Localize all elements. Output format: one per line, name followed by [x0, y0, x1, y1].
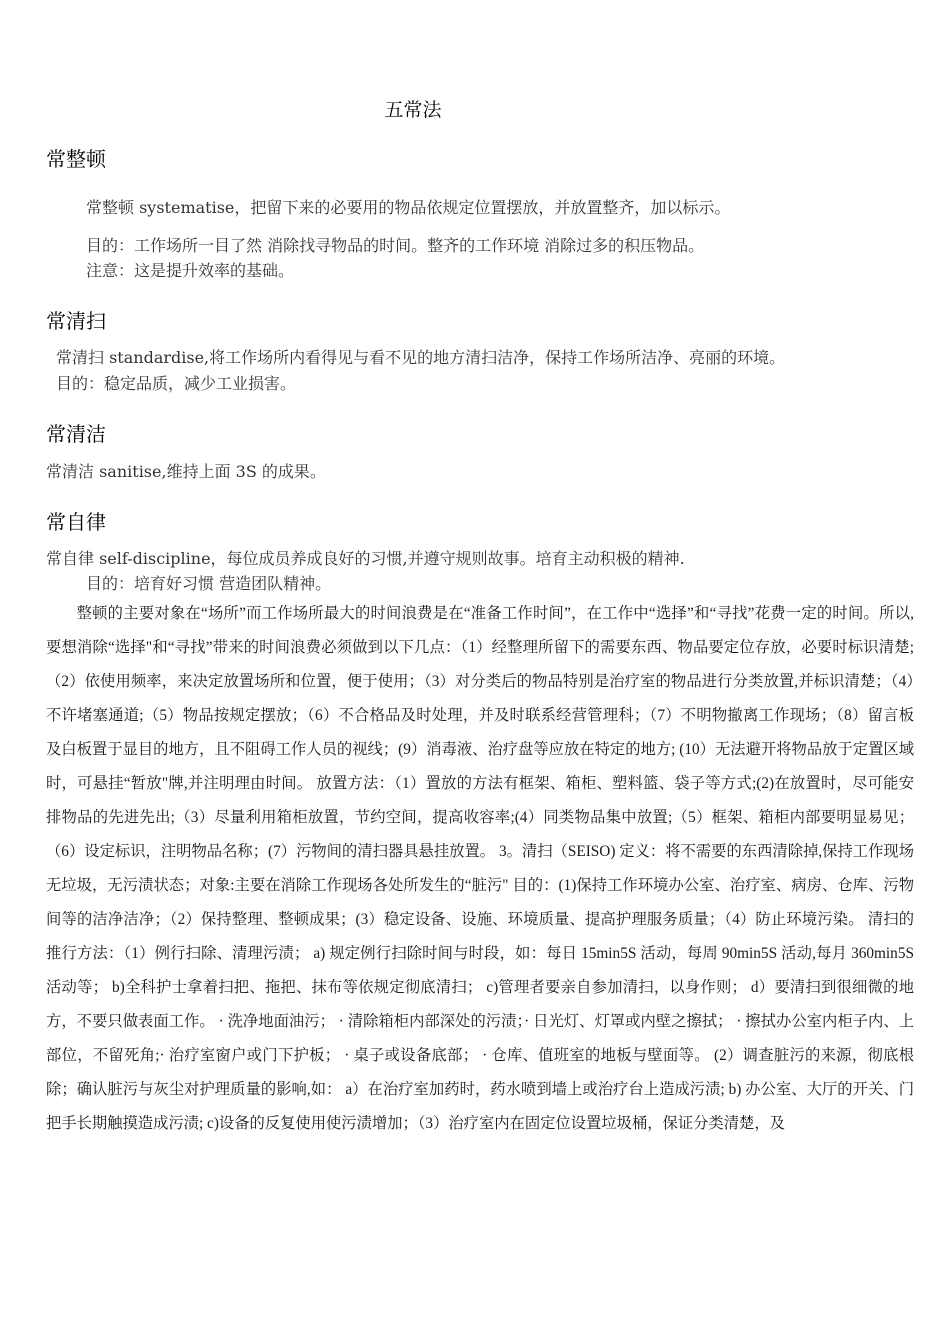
document-title: 五常法 — [384, 99, 442, 121]
section-line: 常自律 self-discipline，每位成员养成良好的习惯,并遵守规则故事。培育主动积极的精神. — [46, 549, 685, 568]
section-heading-qingsao: 常清扫 — [46, 309, 106, 333]
section-heading-zilv: 常自律 — [46, 510, 106, 534]
section-line: 目的：工作场所一目了然 消除找寻物品的时间。整齐的工作环境 消除过多的积压物品。 — [86, 236, 705, 255]
section-heading-zhengdun: 常整顿 — [46, 147, 106, 171]
section-line: 目的：培育好习惯 营造团队精神。 — [86, 574, 332, 593]
section-line: 目的：稳定品质，减少工业损害。 — [56, 374, 297, 393]
section-line: 常清洁 sanitise,维持上面 3S 的成果。 — [46, 462, 326, 481]
section-heading-qingjie: 常清洁 — [46, 422, 106, 446]
section-line: 常清扫 standardise,将工作场所内看得见与看不见的地方清扫洁净，保持工作场所洁净、亮丽的环境。 — [56, 348, 786, 367]
section-line: 注意：这是提升效率的基础。 — [86, 261, 295, 280]
body-paragraph: 整顿的主要对象在“场所”而工作场所最大的时间浪费是在“准备工作时间”，在工作中“选择”和“寻找”花费一定的时间。所以,要想消除“选择"和“寻找”带来的时间浪费必须做到以下几点：（1）经整理所留下的需要东西、物品要定位存放，必要时标识清楚;（2）依使用频率，来决定放置场所和位置，便于使用；（3）对分类后的物品特别是治疗室的物品进行分类放置,并标识清楚；（4）不许堵塞通道;（5）物品按规定摆放；（6）不合格品及时处理，并及时联系经营管理科；（7）不明物撤离工作现场；（8）留言板及白板置于显目的地方，且不阻碍工作人员的视线；(9）消毒液、治疗盘等应放在特定的地方; (10）无法避开将物品放于定置区域时，可悬挂“暂放"牌,并注明理由时间。 放置方法：（1）置放的方法有框架、箱柜、塑料篮、袋子等方式;(2)在放置时，尽可能安排物品的先进先出;（3）尽量利用箱柜放置，节约空间，提高收容率;(4）同类物品集中放置;（5）框架、箱柜内部要明显易见；（6）设定标识，注明物品名称；(7）污物间的清扫器具悬挂放置。 3。清扫（SEISO) 定义：将不需要的东西清除掉,保持工作现场无垃圾，无污渍状态；对象:主要在消除工作现场各处所发生的“脏污" 目的：(1)保持工作环境办公室、治疗室、病房、仓库、污物间等的洁净洁净；（2）保持整理、整顿成果；(3）稳定设备、设施、环境质量、提高护理服务质量；（4）防止环境污染。 清扫的推行方法：（1）例行扫除、清理污渍； a) 规定例行扫除时间与时段，如：每日 15min5S 活动，每周 90min5S 活动,每月 360min5S 活动等； b)全科护士拿着扫把、拖把、抹布等依规定彻底清扫； c)管理者要亲自参加清扫，以身作则； d）要清扫到很细微的地方，不要只做表面工作。 · 洗净地面油污； · 清除箱柜内部深处的污渍；· 日光灯、灯罩或内壁之擦拭； · 擦拭办公室内柜子内、上部位，不留死角;· 治疗室窗户或门下护板； · 桌子或设备底部； · 仓库、值班室的地板与壁面等。 (2）调查脏污的来源，彻底根除；确认脏污与灰尘对护理质量的影响,如： a）在治疗室加药时，药水喷到墙上或治疗台上造成污渍; b) 办公室、大厅的开关、门把手长期触摸造成污渍; c)设备的反复使用使污渍增加；（3）治疗室内在固定位设置垃圾桶，保证分类清楚，及 — [46, 605, 914, 1132]
section-line: 常整顿 systematise，把留下来的必要用的物品依规定位置摆放，并放置整齐，加以标示。 — [86, 198, 731, 217]
